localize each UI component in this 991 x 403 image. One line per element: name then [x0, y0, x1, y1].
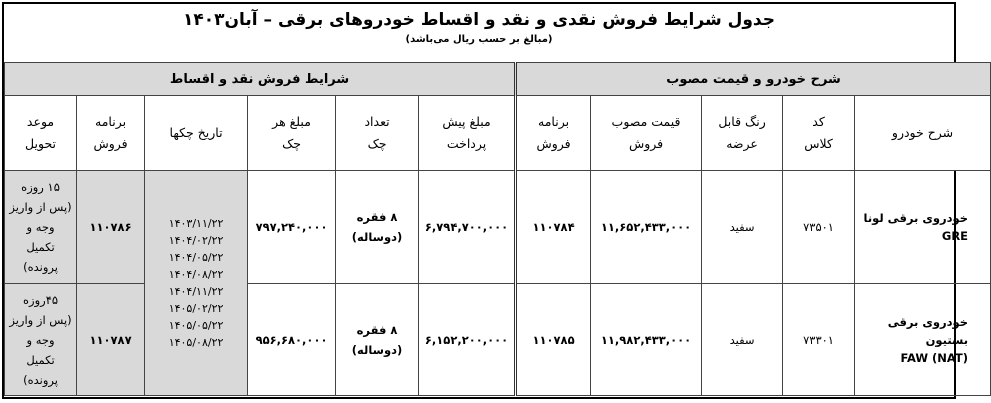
- cheque-count-cell: ۸ فقره (دوساله): [336, 284, 419, 396]
- class-code-cell: ۷۳۳۰۱: [783, 284, 855, 396]
- program-sale-cell: ۱۱۰۷۸۴: [516, 171, 591, 284]
- header-cheque-dates: تاریخ چکها: [145, 96, 248, 171]
- price-cell: ۱۱,۹۸۲,۴۳۳,۰۰۰: [591, 284, 702, 396]
- cheque-date: ۱۴۰۴/۰۲/۲۲: [168, 234, 224, 247]
- cheque-date: ۱۴۰۴/۰۵/۲۲: [168, 251, 224, 264]
- header-cheque-amount: مبلغ هر چک: [248, 96, 336, 171]
- color-cell: سفید: [702, 171, 783, 284]
- page-subtitle: (مبالغ بر حسب ریال می‌باشد): [405, 34, 553, 45]
- prepayment-cell: ۶,۱۵۲,۲۰۰,۰۰۰: [419, 284, 516, 396]
- delivery-cell: ۱۵ روزه (پس از واریز وجه و تکمیل پرونده): [5, 171, 77, 284]
- cheque-date: ۱۴۰۵/۰۸/۲۲: [168, 336, 224, 349]
- cheque-amount-cell: ۷۹۷,۲۴۰,۰۰۰: [248, 171, 336, 284]
- program-sale-cell: ۱۱۰۷۸۵: [516, 284, 591, 396]
- header-delivery: موعد تحویل: [5, 96, 77, 171]
- program-terms-cell: ۱۱۰۷۸۶: [77, 171, 145, 284]
- car-description-cell: خودروی برقی لونا GRE: [855, 171, 991, 284]
- table-row: [5, 171, 991, 284]
- car-description-cell: خودروی برقی بستیون FAW (NAT): [855, 284, 991, 396]
- delivery-cell: ۴۵روزه (پس از واریز وجه و تکمیل پرونده): [5, 284, 77, 396]
- color-cell: سفید: [702, 284, 783, 396]
- header-program-sale: برنامه فروش: [516, 96, 591, 171]
- prepayment-cell: ۶,۷۹۴,۷۰۰,۰۰۰: [419, 171, 516, 284]
- header-class-code: کد کلاس: [783, 96, 855, 171]
- sales-conditions-table: [4, 62, 991, 396]
- cheque-date: ۱۴۰۳/۱۱/۲۲: [168, 217, 224, 230]
- header-price: قیمت مصوب فروش: [591, 96, 702, 171]
- section-terms-header: شرایط فروش نقد و اقساط: [5, 63, 516, 96]
- price-cell: ۱۱,۶۵۲,۴۳۳,۰۰۰: [591, 171, 702, 284]
- header-color: رنگ قابل عرضه: [702, 96, 783, 171]
- header-cheque-count: تعداد چک: [336, 96, 419, 171]
- cheque-count-cell: ۸ فقره (دوساله): [336, 171, 419, 284]
- section-header-row: [5, 63, 991, 96]
- header-program-terms: برنامه فروش: [77, 96, 145, 171]
- cheque-date: ۱۴۰۴/۰۸/۲۲: [168, 268, 224, 281]
- section-car-header: شرح خودرو و قیمت مصوب: [516, 63, 991, 96]
- cheque-date: ۱۴۰۵/۰۲/۲۲: [168, 302, 224, 315]
- program-terms-cell: ۱۱۰۷۸۷: [77, 284, 145, 396]
- class-code-cell: ۷۳۵۰۱: [783, 171, 855, 284]
- column-header-row: [5, 96, 991, 171]
- cheque-date: ۱۴۰۴/۱۱/۲۲: [168, 285, 224, 298]
- page-title: جدول شرایط فروش نقدی و نقد و اقساط خودروهای برقی – آبان۱۴۰۳: [183, 10, 775, 30]
- header-prepayment: مبلغ پیش پرداخت: [419, 96, 516, 171]
- title-area: [4, 4, 954, 62]
- cheque-date: ۱۴۰۵/۰۵/۲۲: [168, 319, 224, 332]
- price-table-document: [2, 2, 969, 399]
- header-description: شرح خودرو: [855, 96, 991, 171]
- cheque-dates-cell: [145, 171, 248, 396]
- cheque-amount-cell: ۹۵۶,۶۸۰,۰۰۰: [248, 284, 336, 396]
